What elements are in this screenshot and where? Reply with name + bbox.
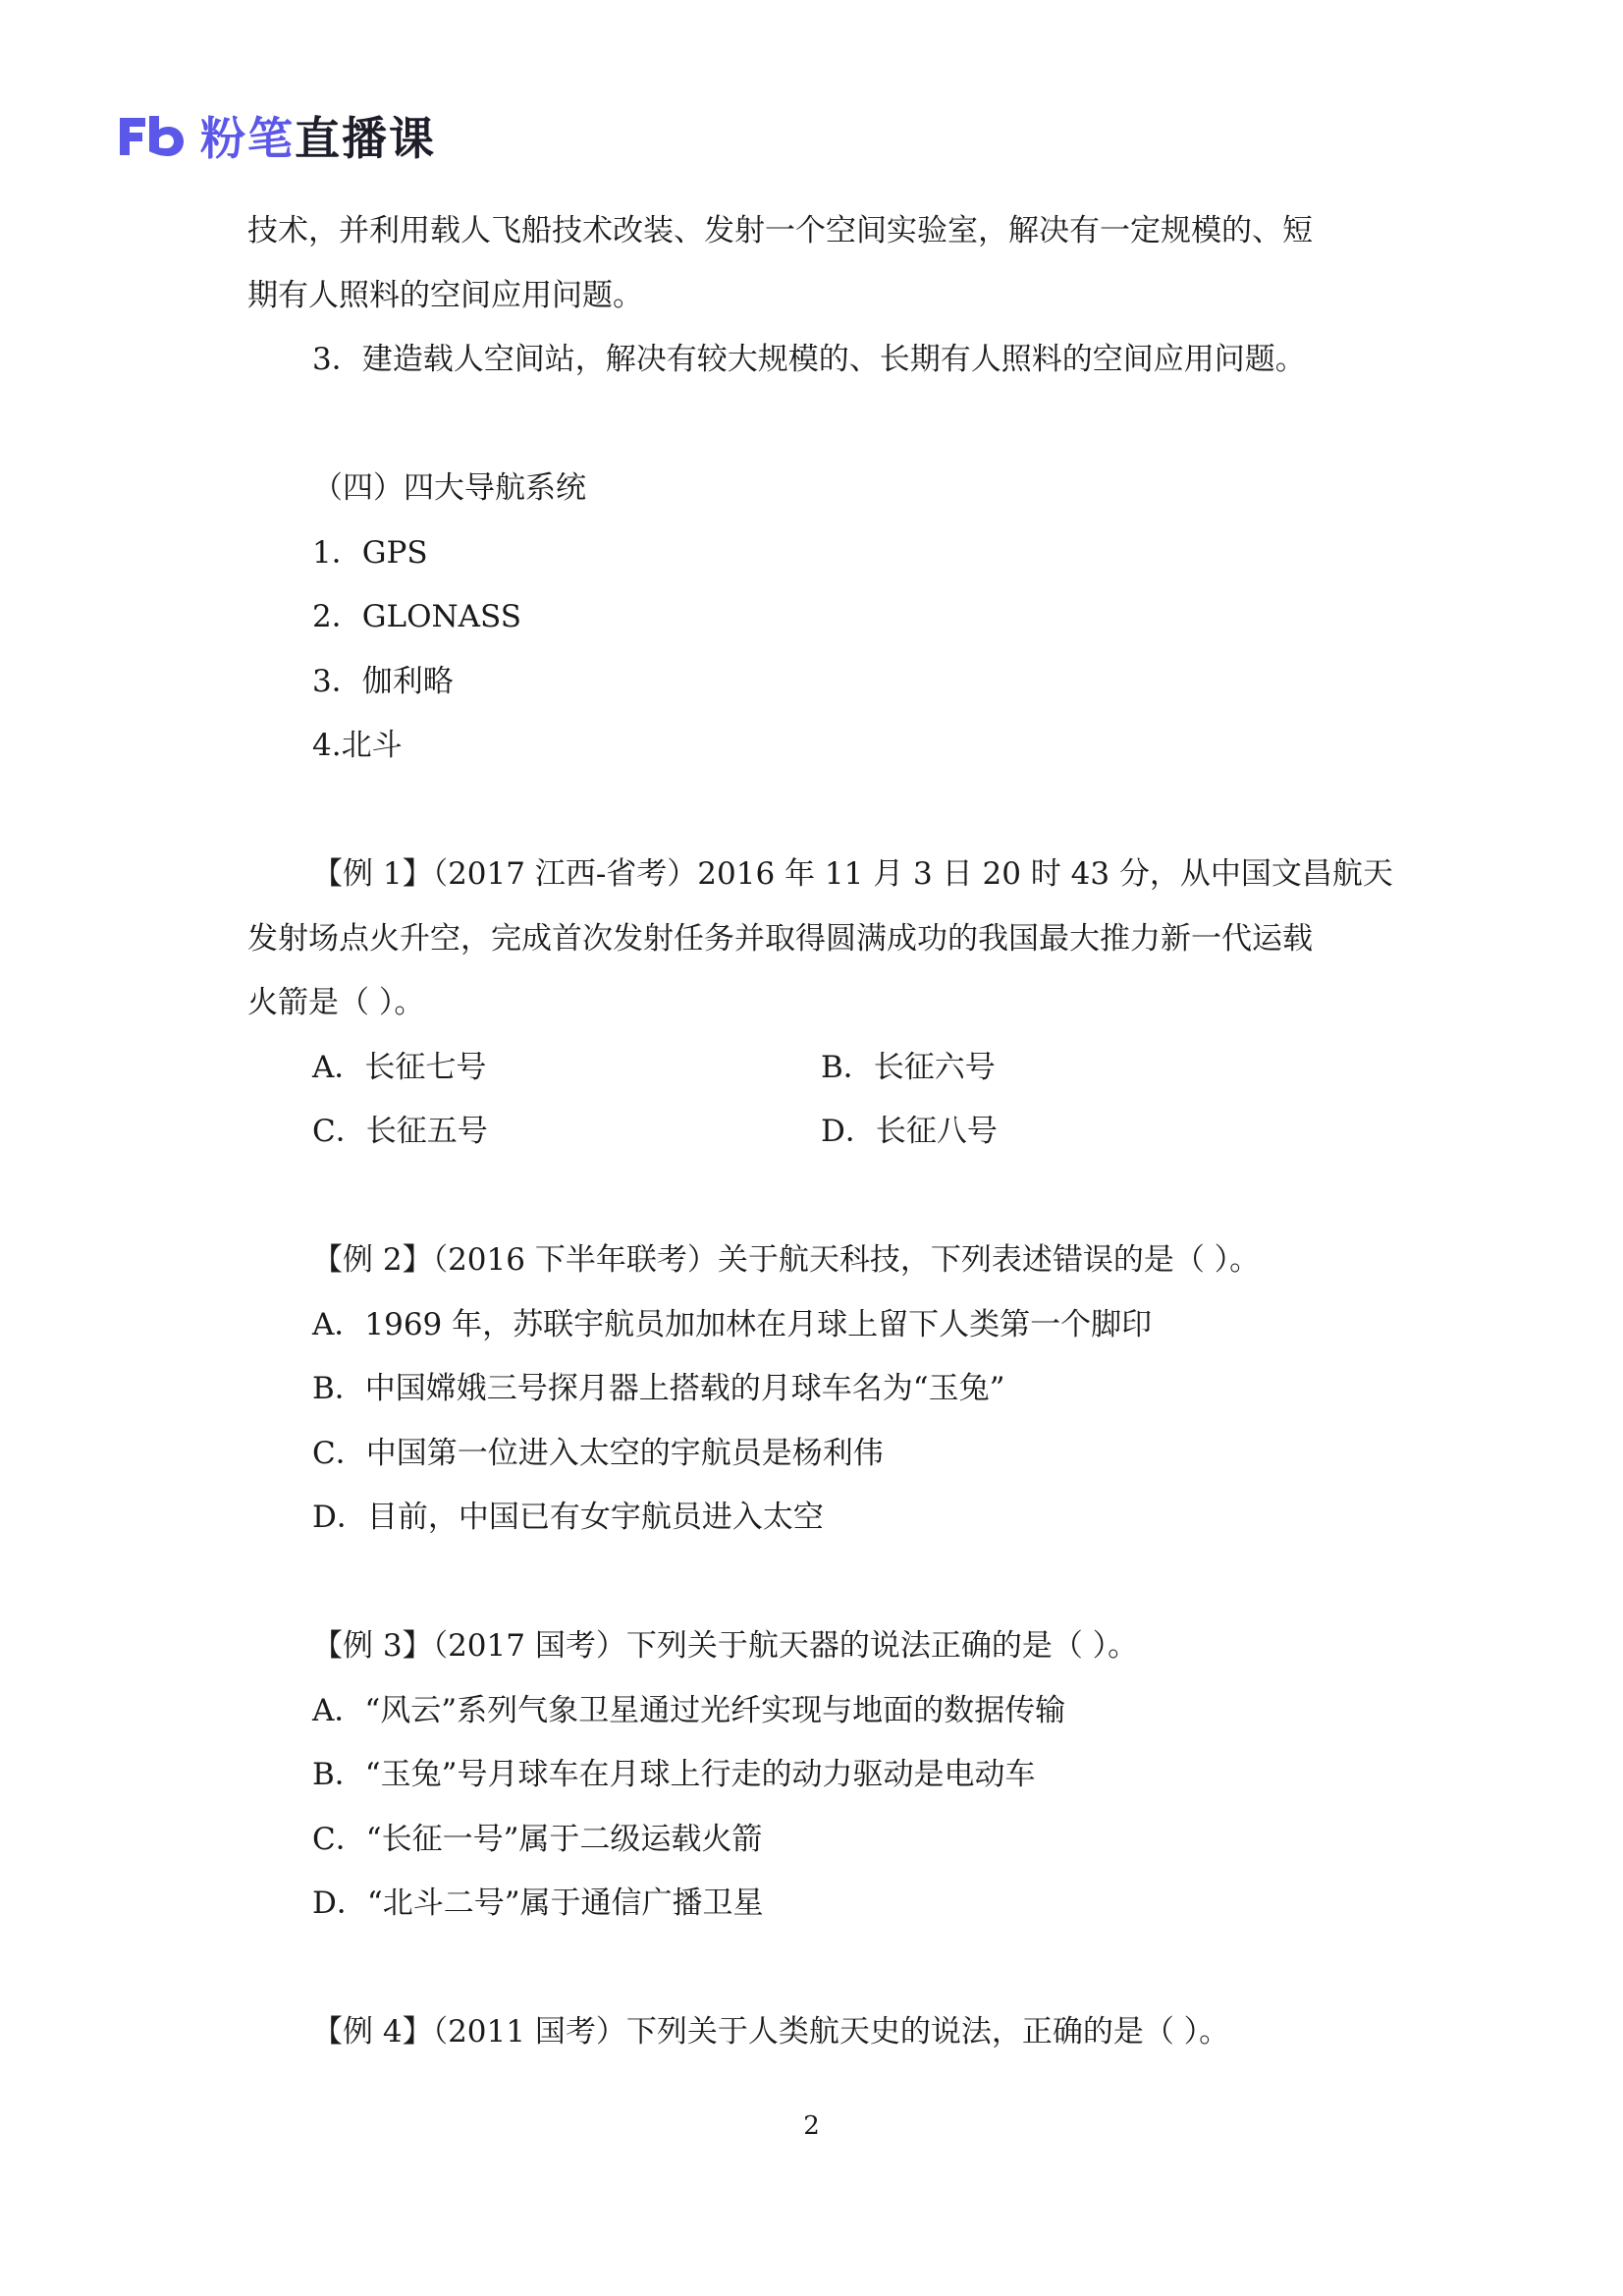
brand-name-part1: 粉笔 [200,112,295,165]
section-heading: （四）四大导航系统 [312,470,586,506]
option-a: A．1969 年，苏联宇航员加加林在月球上留下人类第一个脚印 [312,1306,1153,1342]
list-item: 1．GPS [312,534,428,571]
option-d: D．目前，中国已有女宇航员进入太空 [312,1500,824,1535]
brand-name-part2: 直播课 [295,112,436,165]
list-item: 4.北斗 [312,728,403,763]
paragraph-line: 期有人照料的空间应用问题。 [247,277,643,313]
example4-question: 【例 4】（2011 国考）下列关于人类航天史的说法，正确的是（ ）。 [312,2014,1230,2050]
fenbi-logo-icon [116,112,187,159]
list-item: 2．GLONASS [312,599,521,634]
example1-options-row [247,1036,1386,1101]
paragraph-line: 技术，并利用载人飞船技术改装、发射一个空间实验室，解决有一定规模的、短 [247,213,1313,248]
header [116,106,436,165]
option-b: B．“玉兔”号月球车在月球上行走的动力驱动是电动车 [312,1757,1036,1792]
example1-options-row [247,1100,1386,1165]
option-d: D．“北斗二号”属于通信广播卫星 [312,1886,764,1921]
example2-question: 【例 2】（2016 下半年联考）关于航天科技，下列表述错误的是（ ）。 [312,1242,1261,1278]
brand-title [200,103,436,168]
option-a: A．长征七号 [312,1049,487,1085]
option-a: A．“风云”系列气象卫星通过光纤实现与地面的数据传输 [312,1692,1066,1728]
list-item: 3．建造载人空间站，解决有较大规模的、长期有人照料的空间应用问题。 [312,342,1306,377]
list-item: 3．伽利略 [312,663,454,699]
option-b: B．长征六号 [821,1049,996,1085]
option-c: C．中国第一位进入太空的宇航员是杨利伟 [312,1435,884,1471]
example1-question: 火箭是（ ）。 [247,985,425,1020]
example1-question: 【例 1】（2017 江西-省考）2016 年 11 月 3 日 20 时 43 分，从中国文昌航天 [312,856,1393,892]
document-body [247,199,1393,2065]
option-b: B．中国嫦娥三号探月器上搭载的月球车名为“玉兔” [312,1371,1005,1406]
option-d: D．长征八号 [821,1114,998,1149]
option-c: C．长征五号 [312,1114,488,1149]
example3-question: 【例 3】（2017 国考）下列关于航天器的说法正确的是（ ）。 [312,1628,1139,1664]
example1-question: 发射场点火升空，完成首次发射任务并取得圆满成功的我国最大推力新一代运载 [247,920,1313,957]
page-number: 2 [803,2111,820,2141]
option-c: C．“长征一号”属于二级运载火箭 [312,1821,763,1857]
